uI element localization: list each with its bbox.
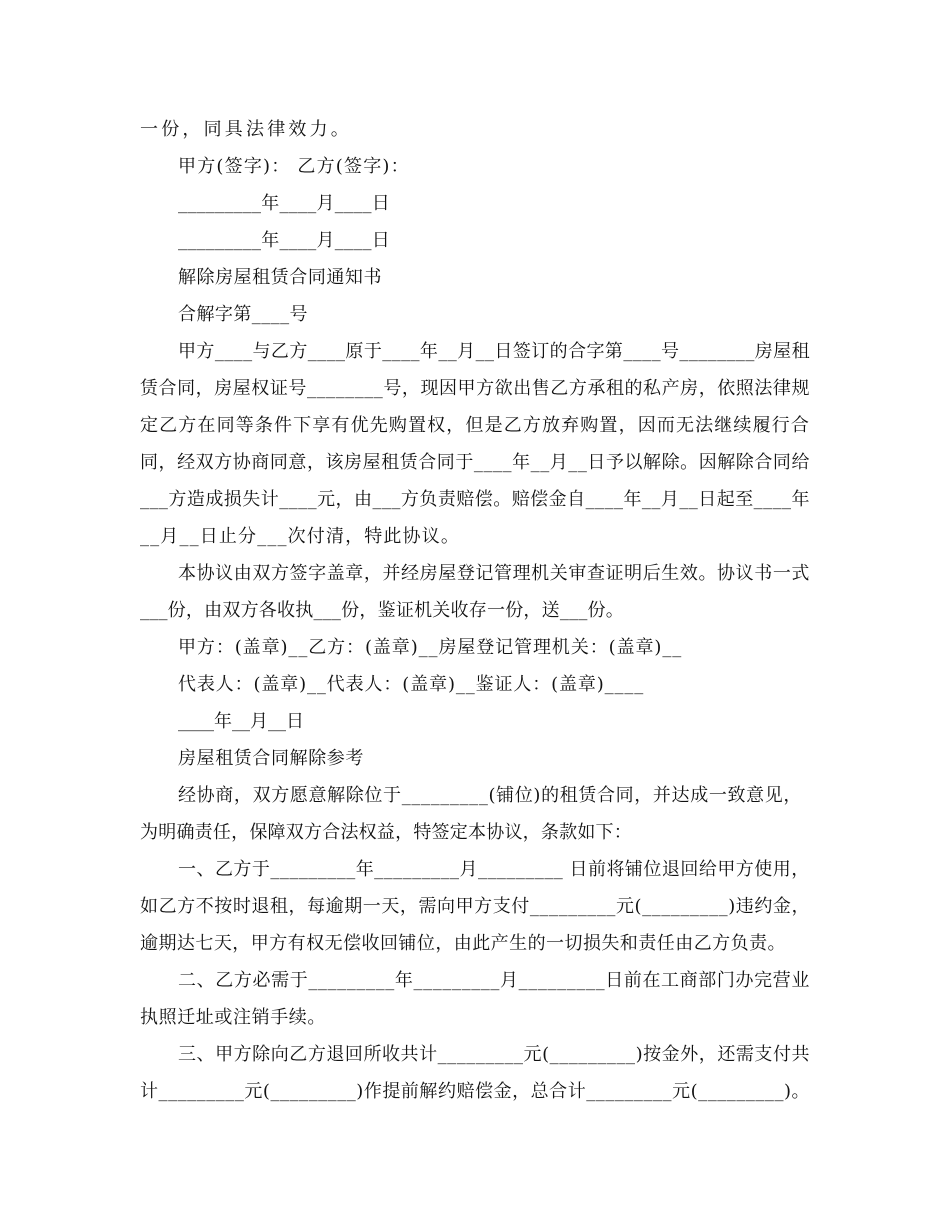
date-line: ____年__月__日 [178,711,304,732]
text-line: 经协商，双方愿意解除位于_________(铺位)的租赁合同，并达成一致意见， [178,785,803,806]
clause-line: 执照迁址或注销手续。 [140,1007,326,1028]
text-line: 一份，同具法律效力。 [140,119,352,140]
text-line: 本协议由双方签字盖章，并经房屋登记管理机关审查证明后生效。协议书一式 [178,563,810,584]
text-line: 赁合同，房屋权证号________号，现因甲方欲出售乙方承租的私产房，依照法律规 [140,378,810,399]
clause-line: 三、甲方除向乙方退回所收共计_________元(_________)按金外，还需支付共 [178,1044,811,1065]
text-line: 甲方____与乙方____原于____年__月__日签订的合字第____号________房屋租 [178,341,810,362]
clause-line: 如乙方不按时退租，每逾期一天，需向甲方支付_________元(_________)违约金， [140,896,811,917]
section-title: 房屋租赁合同解除参考 [178,748,364,769]
section-title: 解除房屋租赁合同通知书 [178,267,382,288]
text-line: ___份，由双方各收执___份，鉴证机关收存一份，送___份。 [140,600,624,621]
clause-line: 逾期达七天，甲方有权无偿收回铺位，由此产生的一切损失和责任由乙方负责。 [140,933,786,954]
signature-line: 代表人：(盖章)__代表人：(盖章)__鉴证人：(盖章)____ [178,674,645,695]
signature-line: 甲方(签字)： 乙方(签字)： [178,156,410,177]
clause-line: 二、乙方必需于_________年_________月_________日前在工商部门办完营业 [178,970,810,991]
text-line: ___方造成损失计____元，由___方负责赔偿。赔偿金自____年__月__日起至____年 [140,489,810,510]
document-number: 合解字第____号 [178,304,308,325]
clause-line: 计_________元(_________)作提前解约赔偿金，总合计_________元(_________)。 [140,1081,811,1102]
clause-line: 一、乙方于_________年_________月_________ 日前将铺位退回给甲方使用， [178,859,810,880]
text-line: 为明确责任，保障双方合法权益，特签定本协议，条款如下： [140,822,632,843]
text-line: 定乙方在同等条件下享有优先购置权，但是乙方放弃购置，因而无法继续履行合 [140,415,810,436]
text-line: __月__日止分___次付清，特此协议。 [140,526,460,547]
date-line: _________年____月____日 [178,230,390,251]
text-line: 同，经双方协商同意，该房屋租赁合同于____年__月__日予以解除。因解除合同给 [140,452,810,473]
date-line: _________年____月____日 [178,193,390,214]
signature-line: 甲方：(盖章)__乙方：(盖章)__房屋登记管理机关：(盖章)__ [178,637,683,658]
